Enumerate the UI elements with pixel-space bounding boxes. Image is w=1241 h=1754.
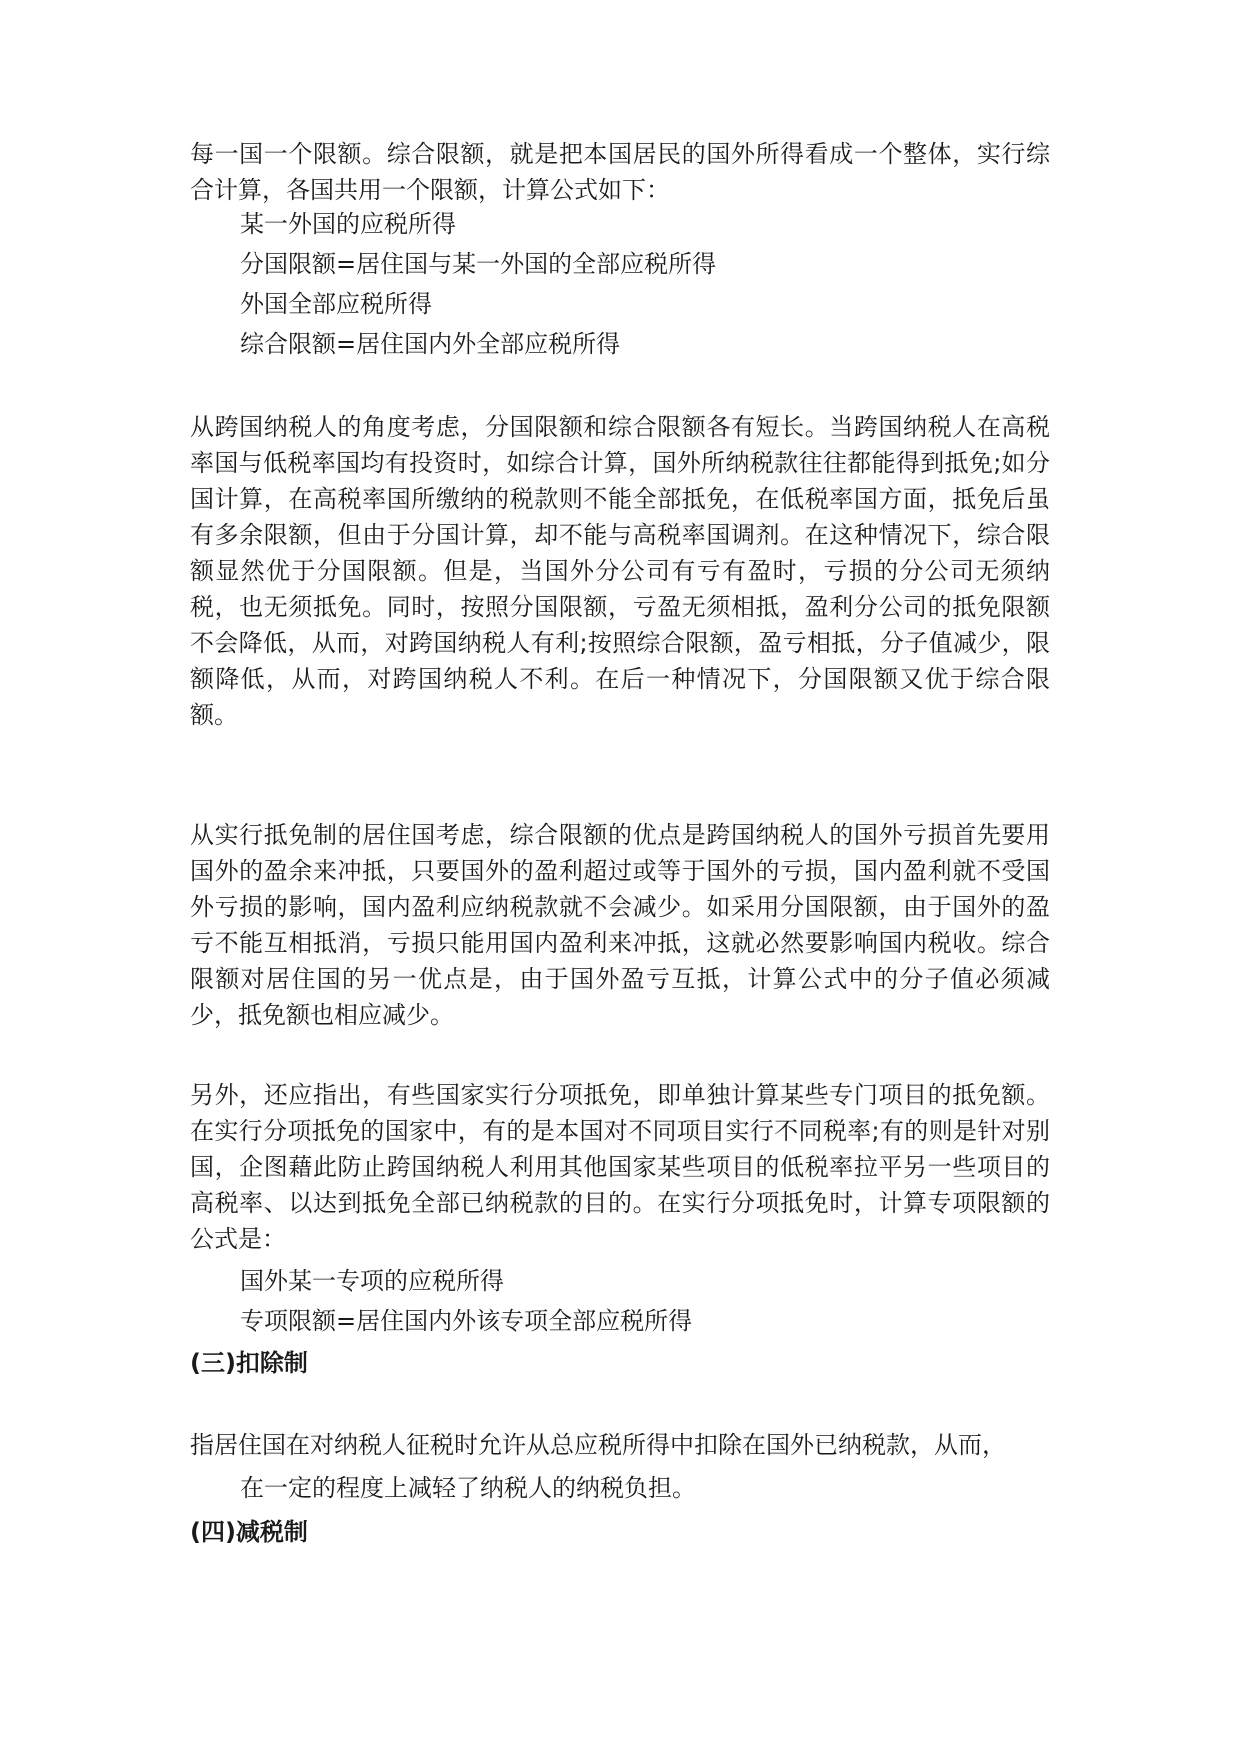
formula-line-2: 分国限额=居住国与某一外国的全部应税所得: [240, 250, 717, 278]
section-heading-deduction: (三)扣除制: [190, 1349, 308, 1377]
paragraph-deduction-line-1: 指居住国在对纳税人征税时允许从总应税所得中扣除在国外已纳税款，从而，: [190, 1431, 1006, 1459]
formula-line-4: 综合限额=居住国内外全部应税所得: [240, 330, 621, 358]
paragraph-deduction-line-2: 在一定的程度上减轻了纳税人的纳税负担。: [240, 1474, 696, 1502]
formula-line-1: 某一外国的应税所得: [240, 210, 456, 238]
formula-line-3: 外国全部应税所得: [240, 290, 432, 318]
formula-line-6: 专项限额=居住国内外该专项全部应税所得: [240, 1307, 693, 1335]
paragraph-taxpayer-view: 从跨国纳税人的角度考虑，分国限额和综合限额各有短长。当跨国纳税人在高税率国与低税率国均有投资时，如综合计算，国外所纳税款往往都能得到抵免;如分国计算，在高税率国所缴纳的税款则不能全部抵免，在低税率国方面，抵免后虽有多余限额，但由于分国计算，却不能与高税率国调剂。在这种情况下，综合限额显然优于分国限额。但是，当国外分公司有亏有盈时，亏损的分公司无须纳税，也无须抵免。同时，按照分国限额，亏盈无须相抵，盈利分公司的抵免限额不会降低，从而，对跨国纳税人有利;按照综合限额，盈亏相抵，分子值减少，限额降低，从而，对跨国纳税人不利。在后一种情况下，分国限额又优于综合限额。: [190, 413, 1050, 729]
formula-line-5: 国外某一专项的应税所得: [240, 1267, 504, 1295]
section-heading-tax-reduction: (四)减税制: [190, 1518, 308, 1546]
paragraph-residence-view: 从实行抵免制的居住国考虑，综合限额的优点是跨国纳税人的国外亏损首先要用国外的盈余来冲抵，只要国外的盈利超过或等于国外的亏损，国内盈利就不受国外亏损的影响，国内盈利应纳税款就不会减少。如采用分国限额，由于国外的盈亏不能互相抵消，亏损只能用国内盈利来冲抵，这就必然要影响国内税收。综合限额对居住国的另一优点是，由于国外盈亏互抵，计算公式中的分子值必须减少，抵免额也相应减少。: [190, 821, 1050, 1029]
paragraph-intro: 每一国一个限额。综合限额，就是把本国居民的国外所得看成一个整体，实行综合计算，各国共用一个限额，计算公式如下：: [190, 140, 1050, 204]
paragraph-itemized-credit: 另外，还应指出，有些国家实行分项抵免，即单独计算某些专门项目的抵免额。在实行分项抵免的国家中，有的是本国对不同项目实行不同税率;有的则是针对别国，企图藉此防止跨国纳税人利用其他国家某些项目的低税率拉平另一些项目的高税率、以达到抵免全部已纳税款的目的。在实行分项抵免时，计算专项限额的公式是：: [190, 1081, 1050, 1253]
